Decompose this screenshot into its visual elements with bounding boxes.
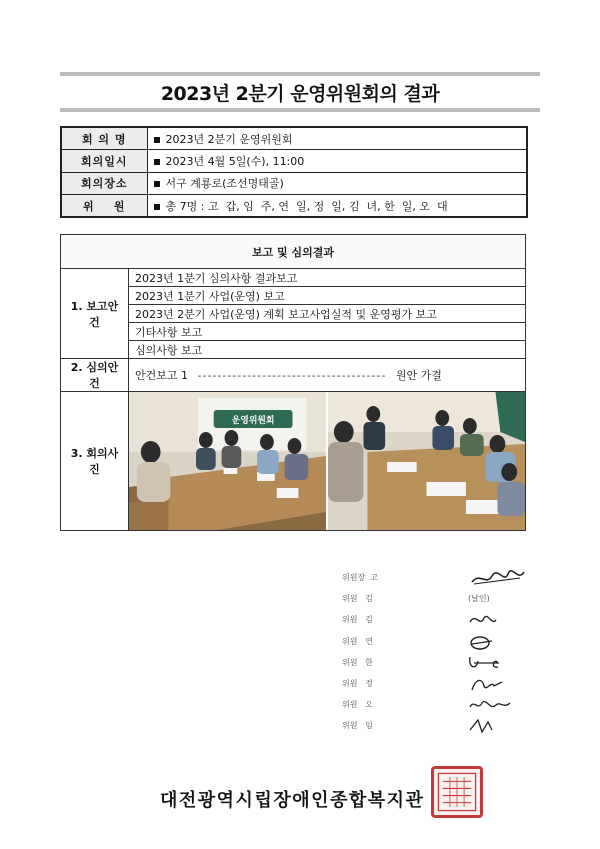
bullet-icon xyxy=(154,159,160,165)
meeting-photo-2 xyxy=(326,392,525,530)
photo-sign-text: 운영위원회 xyxy=(231,415,275,427)
info-label: 위 원 xyxy=(61,195,147,218)
report-item: 2023년 1분기 심의사항 결과보고 xyxy=(129,269,526,287)
info-value: 총 7명 : 고 갑, 임 주, 연 일, 정 일, 김 녀, 한 일, 오 대 xyxy=(165,199,448,213)
signature-note: (날인) xyxy=(468,594,490,604)
signature-role: 위원장 고 xyxy=(342,573,379,582)
report-item: 심의사항 보고 xyxy=(129,341,526,359)
info-label: 회 의 명 xyxy=(61,127,147,150)
signature-row xyxy=(330,610,530,631)
info-row xyxy=(61,172,527,195)
meeting-info-table xyxy=(60,126,528,218)
signature-mark xyxy=(468,610,528,630)
signature-mark xyxy=(468,695,528,715)
info-value: 2023년 2분기 운영위원회 xyxy=(165,132,293,146)
photos-cell xyxy=(129,392,526,531)
meeting-photo-2-image xyxy=(328,392,525,530)
deliberation-label: 2. 심의안건 xyxy=(61,359,129,392)
signature-role: 위원 임 xyxy=(342,721,373,731)
info-value-cell xyxy=(147,172,527,195)
info-value-cell xyxy=(147,195,527,218)
deliberation-item: 안건보고 1 xyxy=(135,369,188,382)
meeting-photo-1-image xyxy=(129,392,326,530)
bullet-icon xyxy=(154,204,160,210)
info-value-cell xyxy=(147,150,527,173)
signature-mark xyxy=(468,632,528,652)
info-value: 서구 계룡로(조선명태골) xyxy=(165,177,284,191)
signature-row xyxy=(330,674,530,695)
signature-mark xyxy=(468,568,528,588)
bullet-icon xyxy=(154,137,160,143)
report-item: 2023년 1분기 사업(운영) 보고 xyxy=(129,287,526,305)
document-title: 2023년 2분기 운영위원회의 결과 xyxy=(160,82,440,105)
official-seal-stamp xyxy=(431,766,483,818)
meeting-photo-1 xyxy=(129,392,326,530)
report-item: 기타사항 보고 xyxy=(129,323,526,341)
report-table xyxy=(60,234,526,531)
signature-row xyxy=(330,653,530,674)
bullet-icon xyxy=(154,181,160,187)
meeting-photos xyxy=(129,392,525,530)
info-label: 회의장소 xyxy=(61,172,147,195)
info-label: 회의일시 xyxy=(61,150,147,173)
report-header: 보고 및 심의결과 xyxy=(61,235,526,269)
signature-role: 위원 오 xyxy=(342,700,373,710)
signature-row xyxy=(330,568,530,589)
organization-name: 대전광역시립장애인종합복지관 xyxy=(160,790,425,811)
signature-row xyxy=(330,695,530,716)
signature-role: 위원 한 xyxy=(342,657,373,667)
signature-row xyxy=(330,632,530,653)
deliberation-cell xyxy=(129,359,526,392)
signature-role: 위원 김 xyxy=(342,594,373,604)
info-value-cell xyxy=(147,127,527,150)
report-items-label: 1. 보고안건 xyxy=(61,269,129,359)
signature-role: 위원 정 xyxy=(342,678,373,688)
signature-mark xyxy=(468,716,528,736)
signature-mark xyxy=(468,653,528,673)
document-title-bar xyxy=(60,72,540,112)
report-item: 2023년 2분기 사업(운영) 계획 보고사업실적 및 운영평가 보고 xyxy=(129,305,526,323)
signature-row xyxy=(330,716,530,737)
signature-role: 위원 연 xyxy=(342,636,373,646)
signature-mark xyxy=(468,674,528,694)
signature-list xyxy=(330,568,530,738)
signature-row xyxy=(330,589,530,610)
deliberation-result: 원안 가결 xyxy=(395,369,442,382)
info-value: 2023년 4월 5일(수), 11:00 xyxy=(165,154,305,168)
info-row xyxy=(61,127,527,150)
photos-label: 3. 회의사진 xyxy=(61,392,129,531)
deliberation-dashes: -------------------------------------- xyxy=(197,369,387,382)
info-row xyxy=(61,150,527,173)
signature-role: 위원 김 xyxy=(342,615,373,625)
info-row xyxy=(61,195,527,218)
